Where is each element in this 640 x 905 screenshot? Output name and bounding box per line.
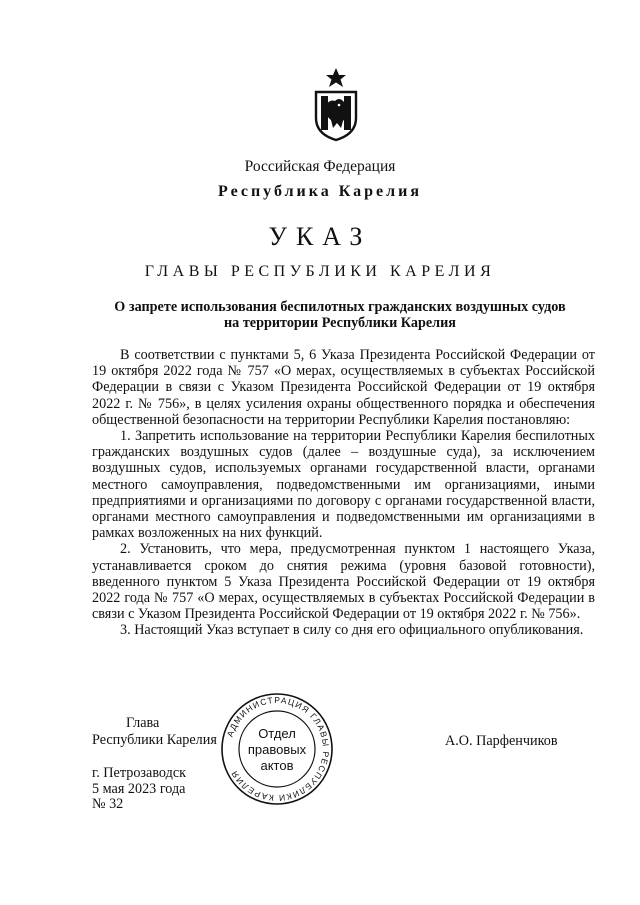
clause-2: 2. Установить, что мера, предусмотренная пунктом 1 настоящего Указа, устанавливается сроком до снятия режима (уровня базовой готовности), введенного пунктом 5 Указа Президента Российской Федерации от 19 октября 2022 года № 757 «О мерах, осуществляемых в субъектах Российской Федерации в связи с Указом Президента Российской Федерации от 19 октября 2022 г. № 756». bbox=[92, 541, 595, 623]
stamp-line-2: правовых bbox=[247, 742, 307, 757]
place-and-date bbox=[92, 766, 186, 813]
signatory-name: А.О. Парфенчиков bbox=[445, 733, 558, 749]
decree-title-line-2: на территории Республики Карелия bbox=[224, 315, 456, 331]
decree-body bbox=[92, 347, 595, 639]
legal-department-stamp bbox=[218, 690, 336, 808]
signatory-position bbox=[92, 715, 217, 749]
stamp-line-1: Отдел bbox=[258, 726, 296, 741]
document-type: УКАЗ bbox=[268, 222, 372, 251]
clause-3: 3. Настоящий Указ вступает в силу со дня его официального опубликования. bbox=[120, 622, 584, 639]
republic-name: Республика Карелия bbox=[218, 183, 422, 200]
decree-date: 5 мая 2023 года bbox=[92, 780, 186, 797]
stamp-ring-text: АДМИНИСТРАЦИЯ ГЛАВЫ РЕСПУБЛИКИ КАРЕЛИЯ bbox=[224, 694, 332, 804]
clause-1: 1. Запретить использование на территории Республики Карелия беспилотных гражданских воздушных судов (далее – воздушные суда), за исключением воздушных судов, используемых органами государственной власти, органами местного самоуправления, подведомственными им организациями, иными предприятиями и организациями по договору с органами государственной власти, органами местного самоуправления и подведомственными им организациями в рамках возложенных на них функций. bbox=[92, 428, 595, 542]
stamp-line-3: актов bbox=[260, 758, 294, 773]
decree-number: № 32 bbox=[92, 796, 124, 812]
position-line-2: Республики Карелия bbox=[92, 732, 217, 748]
karelia-coat-of-arms-icon bbox=[312, 66, 360, 142]
position-line-1: Глава bbox=[126, 715, 160, 731]
federation-name: Российская Федерация bbox=[244, 158, 396, 175]
city: г. Петрозаводск bbox=[92, 765, 187, 781]
issuer-title: ГЛАВЫ РЕСПУБЛИКИ КАРЕЛИЯ bbox=[144, 263, 496, 280]
intro-paragraph: В соответствии с пунктами 5, 6 Указа Президента Российской Федерации от 19 октября 2022 года № 757 «О мерах, осуществляемых в субъектах Российской Федерации в связи с Указом Президента Российской Федерации от 19 октября 2022 г. № 756», в целях усиления охраны общественного порядка и обеспечения общественной безопасности на территории Республики Карелия постановляю: bbox=[92, 347, 595, 428]
decree-title-line-1: О запрете использования беспилотных гражданских воздушных судов bbox=[114, 299, 566, 315]
